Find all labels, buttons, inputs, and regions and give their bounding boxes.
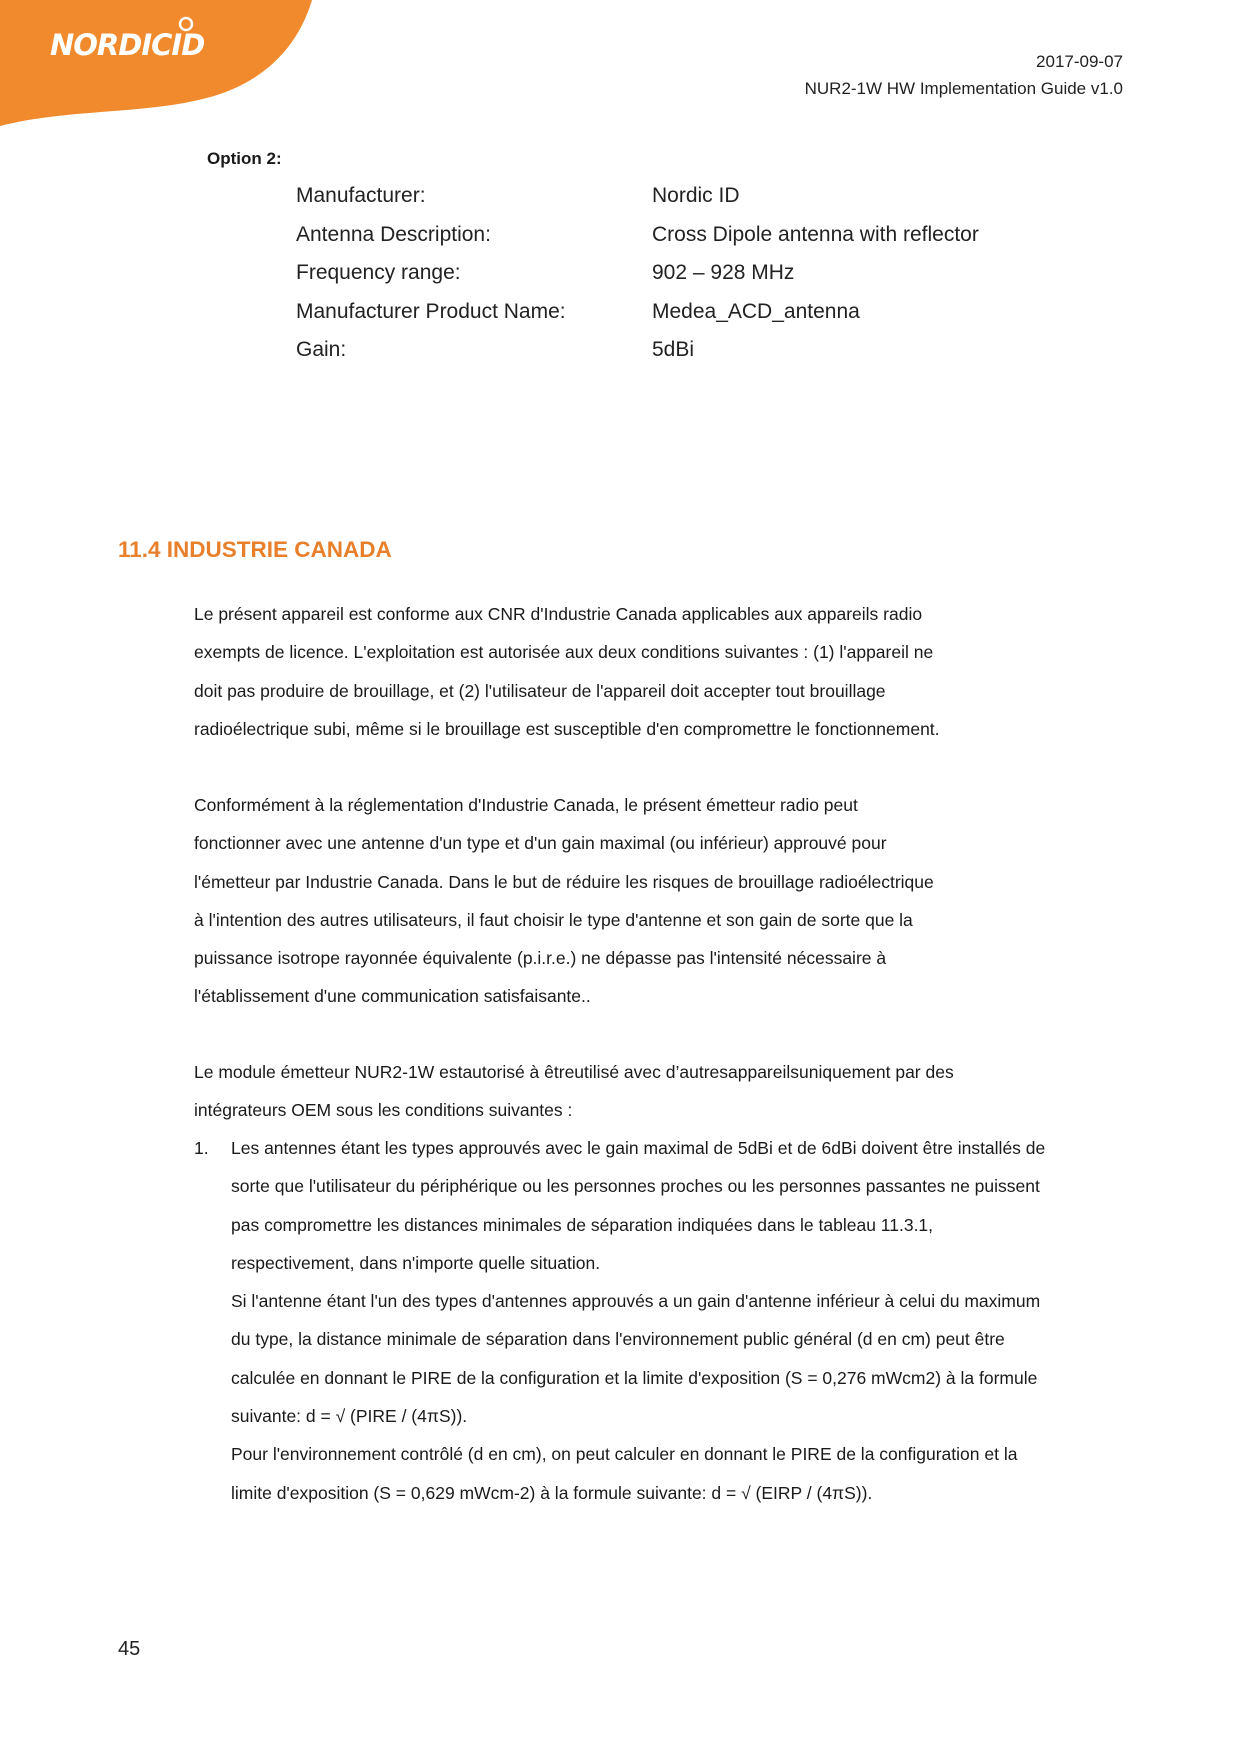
spec-row-product-name [296, 300, 979, 339]
page-number: 45 [118, 1638, 141, 1660]
logo-text: NORDICID [50, 28, 205, 62]
text-line: exempts de licence. L'exploitation est autorisée aux deux conditions suivantes : (1) l'appareil ne [194, 642, 934, 663]
paragraph-regulation [194, 786, 1144, 1016]
text-line: calculée en donnant le PIRE de la configuration et la limite d'exposition (S = 0,276 mWcm2) à la formule [231, 1367, 1038, 1388]
header-date: 2017-09-07 [1036, 52, 1123, 71]
spec-key: Manufacturer: [296, 184, 426, 207]
spec-row-description [296, 223, 979, 262]
section-heading: 11.4 INDUSTRIE CANADA [118, 537, 392, 562]
text-line: à l'intention des autres utilisateurs, il faut choisir le type d'antenne et son gain de sorte que la [194, 909, 913, 930]
text-line: l'établissement d'une communication satisfaisante.. [194, 986, 591, 1007]
antenna-spec-table [296, 184, 979, 377]
spec-value: Nordic ID [652, 184, 740, 207]
text-line: intégrateurs OEM sous les conditions suivantes : [194, 1100, 573, 1121]
spec-key: Gain: [296, 338, 347, 361]
list-item [231, 1129, 1171, 1512]
spec-value: 5dBi [652, 338, 695, 361]
text-line: Si l'antenne étant l'un des types d'antennes approuvés a un gain d'antenne inférieur à celui du maximum [231, 1291, 1041, 1312]
text-line: radioélectrique subi, même si le brouillage est susceptible d'en compromettre le fonctionnement. [194, 718, 940, 739]
text-line: Conformément à la réglementation d'Industrie Canada, le présent émetteur radio peut [194, 795, 858, 815]
text-line: doit pas produire de brouillage, et (2) l'utilisateur de l'appareil doit accepter tout brouillage [194, 680, 886, 701]
spec-row-frequency [296, 261, 979, 300]
nordicid-logo [0, 0, 320, 130]
spec-key: Frequency range: [296, 261, 461, 284]
text-line: Les antennes étant les types approuvés avec le gain maximal de 5dBi et de 6dBi doivent être installés de [231, 1138, 1046, 1158]
spec-value: Cross Dipole antenna with reflector [652, 222, 979, 246]
list-number: 1. [194, 1138, 209, 1158]
page-header [805, 48, 1123, 102]
header-doc-title: NUR2-1W HW Implementation Guide v1.0 [804, 79, 1123, 98]
text-line: Pour l'environnement contrôlé (d en cm), on peut calculer en donnant le PIRE de la configuration et la [231, 1444, 1018, 1465]
text-line: fonctionner avec une antenne d'un type et d'un gain maximal (ou inférieur) approuvé pour [194, 833, 887, 854]
paragraph-module [194, 1053, 1144, 1130]
text-line: Le présent appareil est conforme aux CNR d'Industrie Canada applicables aux appareils radio [194, 604, 923, 624]
text-line: du type, la distance minimale de séparation dans l'environnement public général (d en cm) peut être [231, 1329, 1005, 1350]
text-line: pas compromettre les distances minimales de séparation indiquées dans le tableau 11.3.1, [231, 1214, 934, 1235]
spec-value: Medea_ACD_antenna [652, 299, 860, 323]
text-line: limite d'exposition (S = 0,629 mWcm-2) à la formule suivante: d = √ (EIRP / (4πS)). [231, 1482, 873, 1503]
text-line: Le module émetteur NUR2-1W estautorisé à êtreutilisé avec d’autresappareilsuniquement par des [194, 1062, 954, 1082]
spec-row-gain [296, 338, 979, 377]
spec-value: 902 – 928 MHz [652, 261, 795, 284]
option-label: Option 2: [207, 149, 282, 168]
text-line: sorte que l'utilisateur du périphérique ou les personnes proches ou les personnes passantes ne puissent [231, 1176, 1040, 1197]
spec-row-manufacturer [296, 184, 979, 223]
text-line: l'émetteur par Industrie Canada. Dans le but de réduire les risques de brouillage radioélectrique [194, 871, 934, 892]
text-line: suivante: d = √ (PIRE / (4πS)). [231, 1406, 468, 1427]
spec-key: Manufacturer Product Name: [296, 299, 566, 323]
text-line: respectivement, dans n'importe quelle situation. [231, 1252, 601, 1273]
spec-key: Antenna Description: [296, 222, 491, 246]
text-line: puissance isotrope rayonnée équivalente (p.i.r.e.) ne dépasse pas l'intensité nécessaire à [194, 948, 887, 969]
paragraph-compliance [194, 595, 1144, 748]
